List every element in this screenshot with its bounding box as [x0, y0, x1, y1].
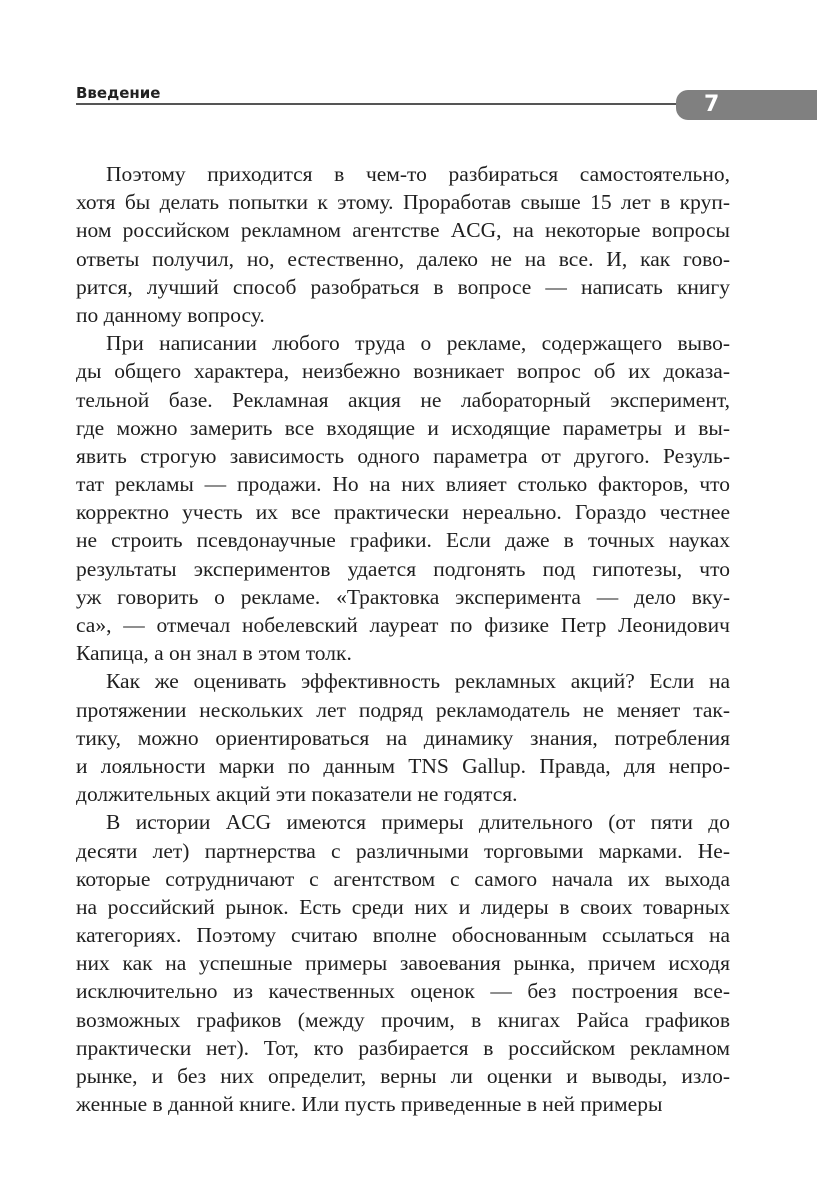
text-line: При написании любого труда о рекламе, содержащего выво-	[106, 331, 730, 356]
paragraph	[76, 160, 730, 329]
text-line: них как на успешные примеры завоевания рынка, причем исходя	[76, 951, 730, 976]
text-line: женные в данной книге. Или пусть приведенные в ней примеры	[76, 1092, 663, 1117]
text-line: и лояльности марки по данным TNS Gallup. Правда, для непро-	[76, 753, 730, 778]
body-text	[76, 160, 730, 1118]
text-line: рынке, и без них определит, верны ли оценки и выводы, изло-	[76, 1064, 730, 1088]
text-line: протяжении нескольких лет подряд рекламодатель не меняет так-	[76, 697, 730, 722]
text-line: са», — отмечал нобелевский лауреат по физике Петр Леонидович	[76, 613, 730, 637]
text-line: должительных акций эти показатели не годятся.	[76, 782, 518, 807]
text-line: тат рекламы — продажи. Но на них влияет столько факторов, что	[76, 472, 730, 497]
text-line: рится, лучший способ разобраться в вопросе — написать книгу	[76, 274, 730, 299]
text-line: ответы получил, но, естественно, далеко не на все. И, как гово-	[76, 246, 730, 271]
paragraph	[76, 667, 730, 808]
text-line: по данному вопросу.	[76, 302, 265, 327]
paragraph	[76, 329, 730, 667]
text-line: где можно замерить все входящие и исходящие параметры и вы-	[76, 415, 730, 440]
text-line: хотя бы делать попытки к этому. Проработав свыше 15 лет в круп-	[76, 190, 730, 215]
text-line: корректно учесть их все практически нереально. Гораздо честнее	[76, 500, 730, 525]
text-line: В истории ACG имеются примеры длительного (от пяти до	[106, 810, 730, 835]
text-line: результаты экспериментов удается подгонять под гипотезы, что	[76, 556, 730, 581]
text-line: категориях. Поэтому считаю вполне обоснованным ссылаться на	[76, 923, 730, 948]
page-number-tab	[676, 90, 817, 120]
text-line: исключительно из качественных оценок — без построения все-	[76, 979, 730, 1004]
page-number: 7	[704, 92, 720, 117]
text-line: которые сотрудничают с агентством с самого начала их выхода	[76, 866, 730, 891]
text-line: Поэтому приходится в чем-то разбираться самостоятельно,	[106, 162, 730, 186]
running-head-title: Введение	[76, 84, 161, 102]
header-rule	[76, 103, 696, 105]
text-line: ды общего характера, неизбежно возникает вопрос об их доказа-	[76, 359, 730, 384]
text-line: уж говорить о рекламе. «Трактовка эксперимента — дело вку-	[76, 584, 730, 609]
text-line: практически нет). Тот, кто разбирается в российском рекламном	[76, 1035, 730, 1060]
text-line: тельной базе. Рекламная акция не лабораторный эксперимент,	[76, 387, 730, 412]
text-line: ном российском рекламном агентстве ACG, на некоторые вопросы	[76, 218, 730, 243]
text-line: десяти лет) партнерства с различными торговыми марками. Не-	[76, 838, 730, 863]
text-line: не строить псевдонаучные графики. Если даже в точных науках	[76, 528, 730, 553]
text-line: Капица, а он знал в этом толк.	[76, 641, 352, 666]
text-line: возможных графиков (между прочим, в книгах Райса графиков	[76, 1007, 730, 1032]
text-line: на российский рынок. Есть среди них и лидеры в своих товарных	[76, 894, 730, 919]
paragraph	[76, 808, 730, 1118]
text-line: тику, можно ориентироваться на динамику знания, потребления	[76, 725, 730, 750]
text-line: явить строгую зависимость одного параметра от другого. Резуль-	[76, 443, 730, 468]
text-line: Как же оценивать эффективность рекламных акций? Если на	[106, 669, 730, 694]
